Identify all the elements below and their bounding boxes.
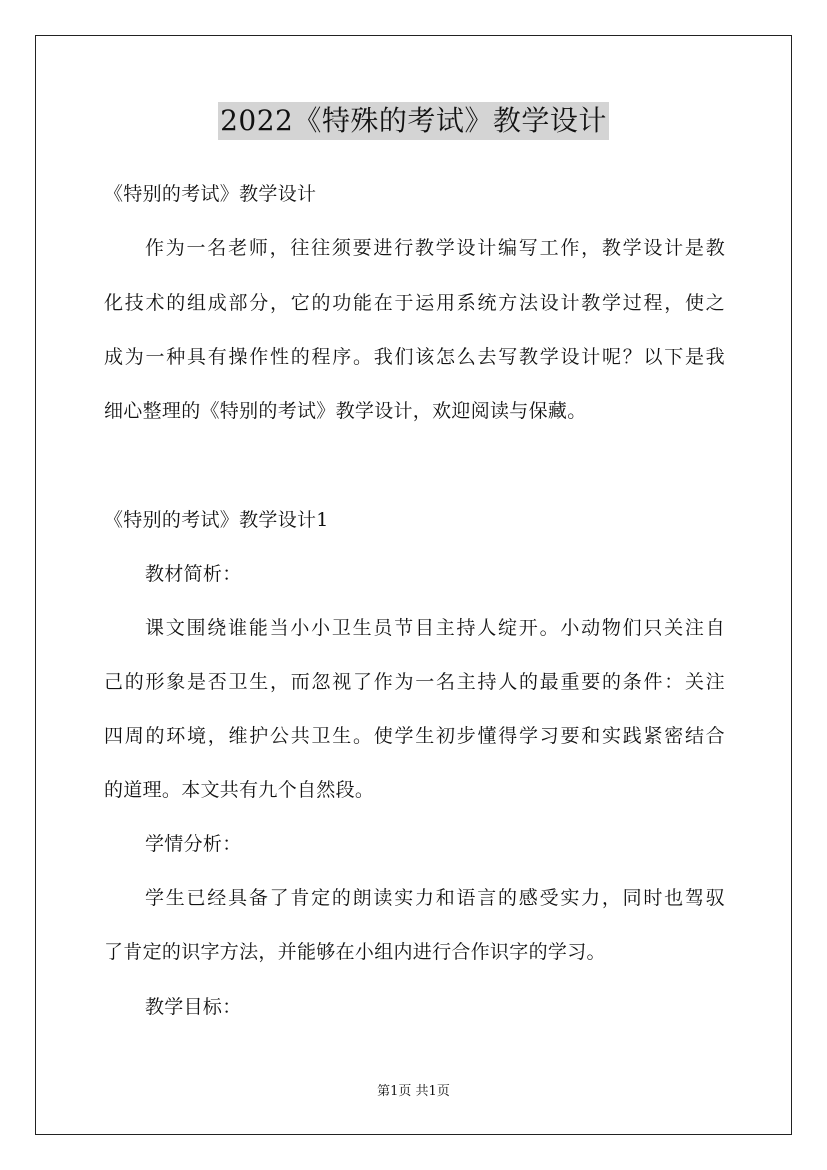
material-line-1: 课文围绕谁能当小小卫生员节目主持人绽开。小动物们只关注自 — [145, 617, 725, 639]
learner-line-1: 学生已经具备了肯定的朗读实力和语言的感受实力，同时也驾驭 — [145, 887, 725, 909]
goals-label: 教学目标： — [145, 996, 242, 1018]
document-title-wrap — [0, 102, 827, 140]
intro-line-2: 化技术的组成部分，它的功能在于运用系统方法设计教学过程，使之 — [104, 292, 725, 314]
subheading: 《特别的考试》教学设计 — [104, 183, 317, 205]
section1-heading: 《特别的考试》教学设计1 — [104, 509, 329, 531]
material-line-4: 的道理。本文共有九个自然段。 — [104, 779, 375, 801]
document-title: 2022《特殊的考试》教学设计 — [218, 102, 609, 140]
intro-line-3: 成为一种具有操作性的程序。我们该怎么去写教学设计呢？以下是我 — [104, 346, 725, 368]
learner-label: 学情分析： — [145, 833, 242, 855]
intro-line-1: 作为一名老师，往往须要进行教学设计编写工作，教学设计是教 — [145, 237, 725, 259]
material-line-3: 四周的环境，维护公共卫生。使学生初步懂得学习要和实践紧密结合 — [104, 725, 725, 747]
material-label: 教材简析： — [145, 563, 242, 585]
intro-line-4: 细心整理的《特别的考试》教学设计，欢迎阅读与保藏。 — [104, 400, 587, 422]
material-line-2: 己的形象是否卫生，而忽视了作为一名主持人的最重要的条件：关注 — [104, 671, 725, 693]
page-footer: 第1页 共1页 — [377, 1084, 450, 1099]
learner-line-2: 了肯定的识字方法，并能够在小组内进行合作识字的学习。 — [104, 941, 606, 963]
